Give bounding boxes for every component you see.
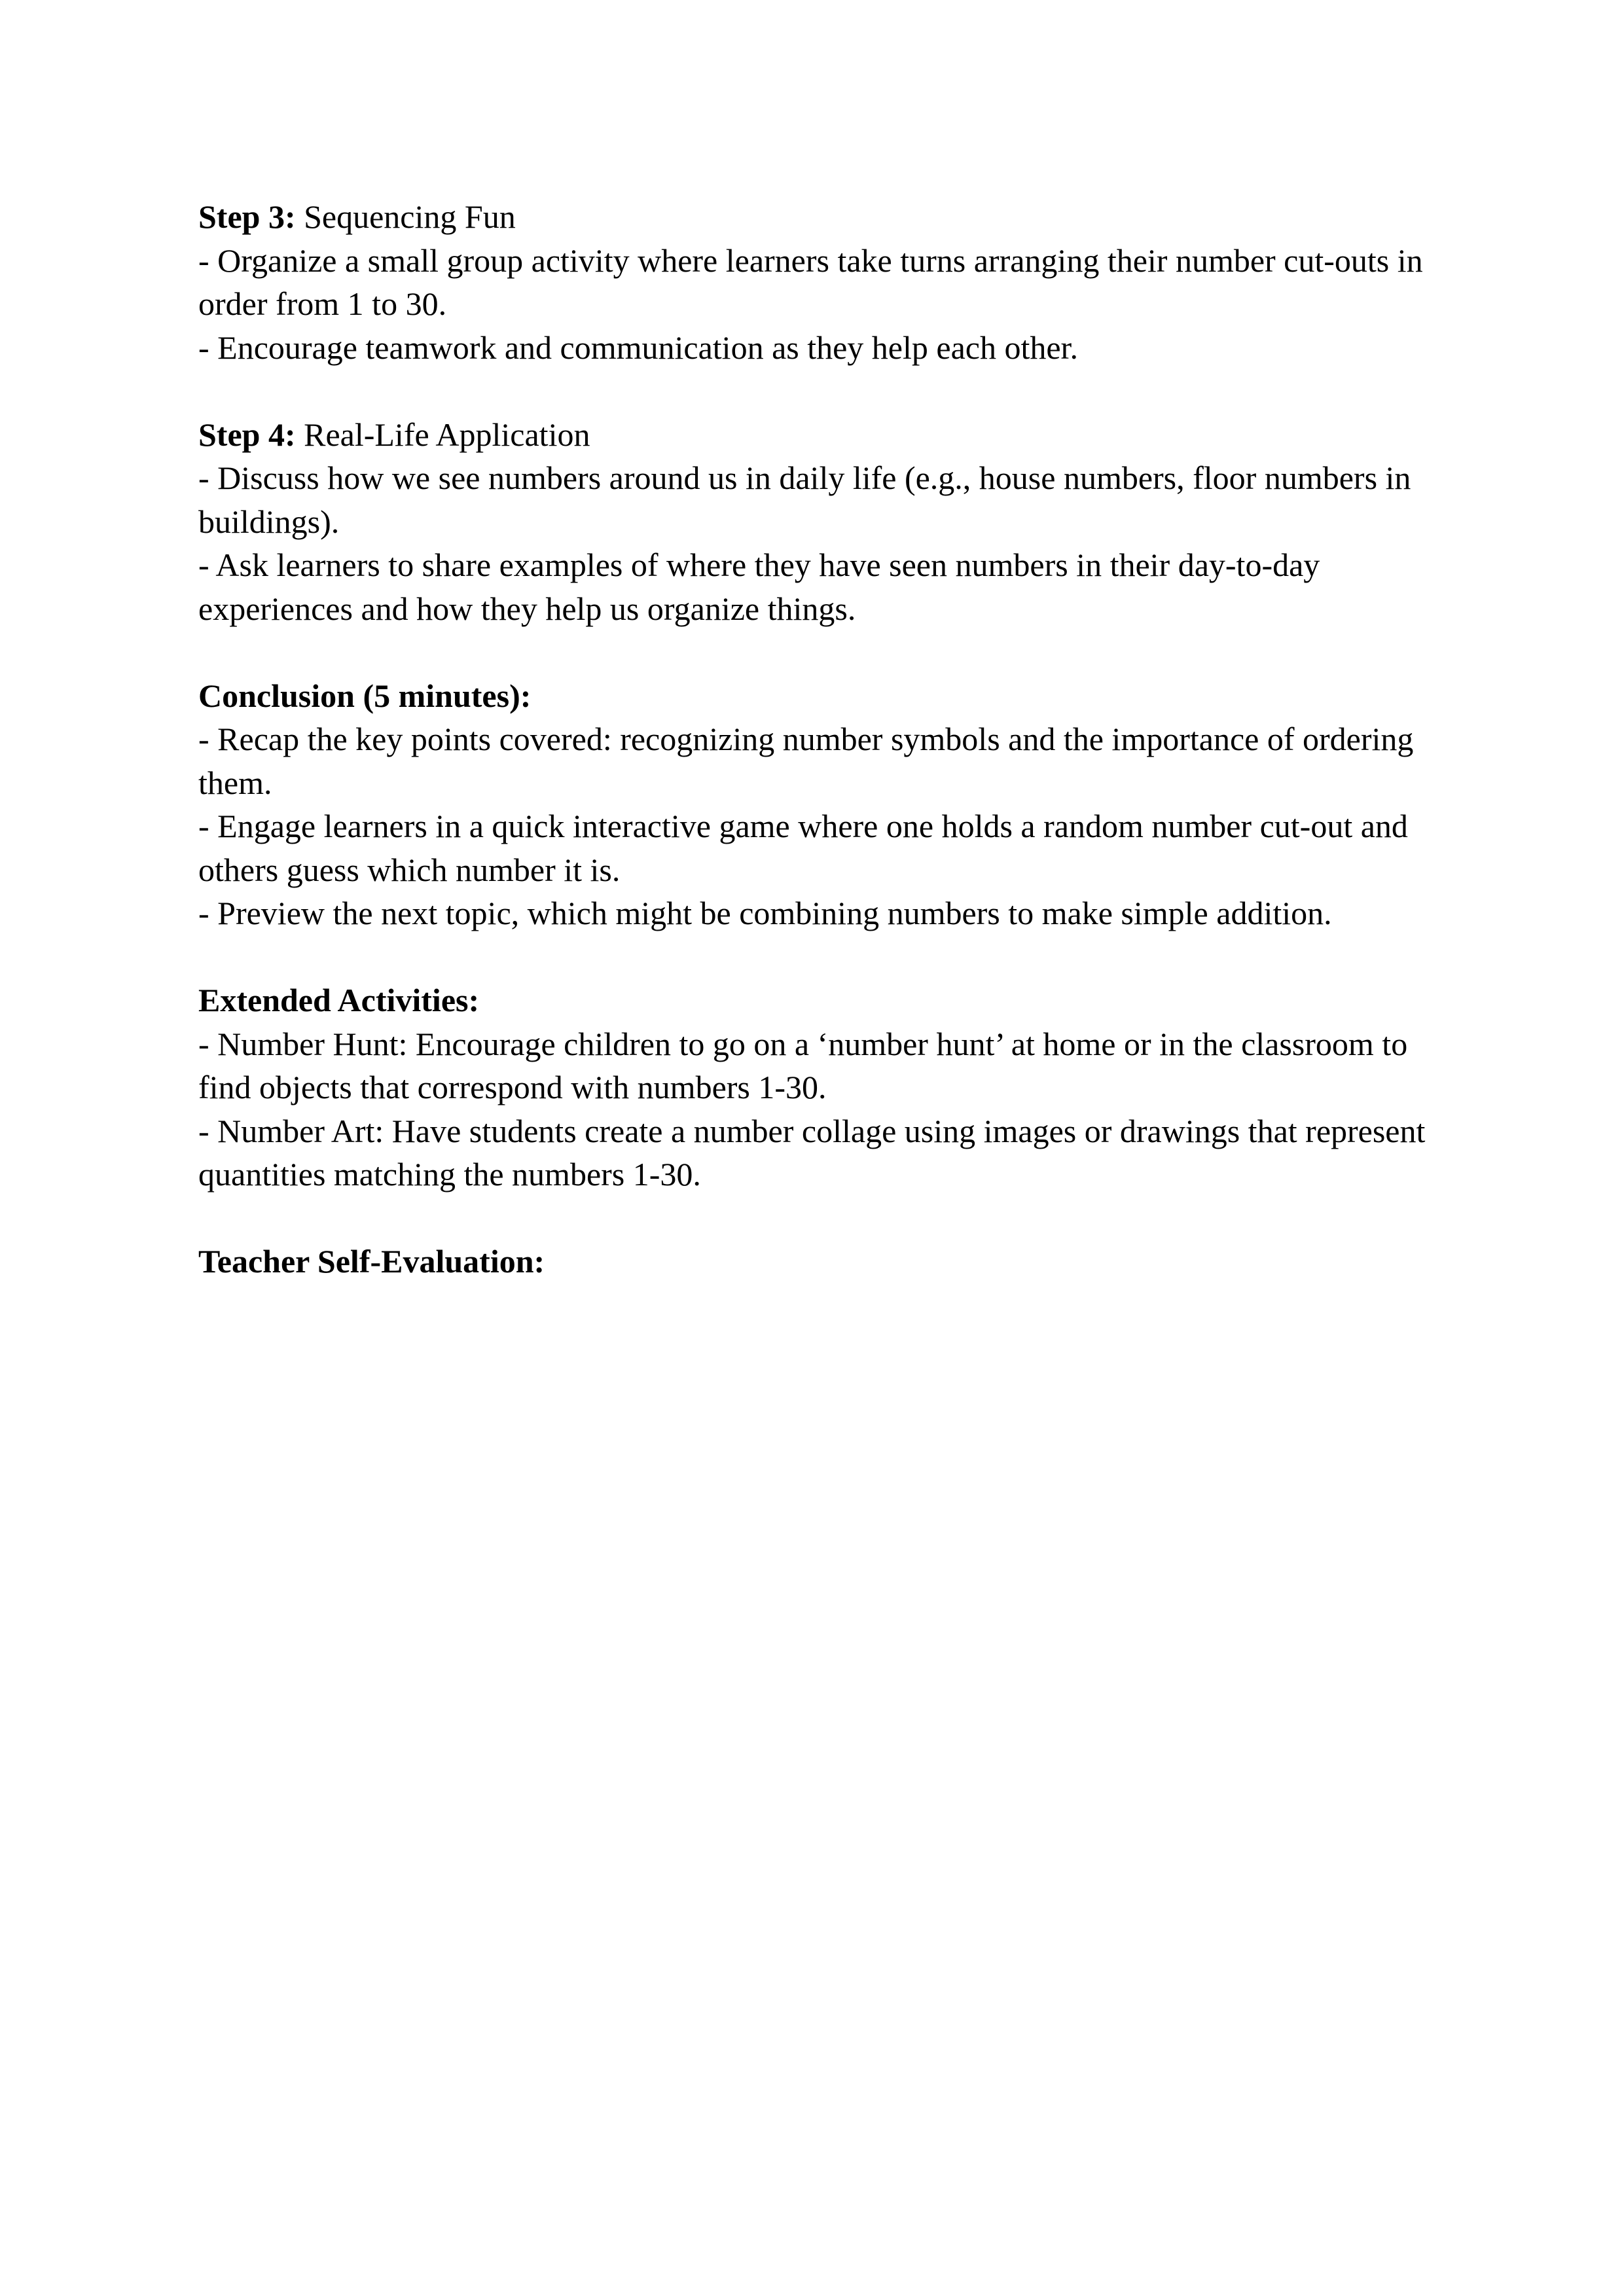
section-heading [198, 195, 1442, 239]
body-line: order from 1 to 30. [198, 285, 447, 322]
blank-line [198, 630, 1442, 674]
section-heading: Extended Activities: [198, 982, 480, 1018]
body-line: others guess which number it is. [198, 851, 621, 888]
section-step-4 [198, 413, 1442, 631]
heading-title: Sequencing Fun [295, 198, 516, 235]
body-line: - Encourage teamwork and communication as they help each other. [198, 329, 1078, 366]
body-line: - Organize a small group activity where learners take turns arranging their number cut-outs in [198, 242, 1423, 279]
body-line: them. [198, 764, 272, 801]
body-line: - Preview the next topic, which might be combining numbers to make simple addition. [198, 895, 1332, 931]
section-step-3 [198, 195, 1442, 369]
body-line: find objects that correspond with numbers 1-30. [198, 1069, 827, 1105]
body-line: - Discuss how we see numbers around us in daily life (e.g., house numbers, floor numbers in [198, 459, 1411, 496]
heading-label: Step 4: [198, 416, 296, 453]
document-page [198, 195, 1442, 1283]
section-heading: Conclusion (5 minutes): [198, 677, 532, 714]
section-conclusion [198, 674, 1442, 935]
heading-label: Step 3: [198, 198, 296, 235]
section-teacher-self-evaluation [198, 1240, 1442, 1283]
body-line: - Recap the key points covered: recognizing number symbols and the importance of ordering [198, 721, 1414, 757]
blank-line [198, 369, 1442, 413]
body-line: - Number Art: Have students create a number collage using images or drawings that represent [198, 1112, 1426, 1149]
body-line: experiences and how they help us organize things. [198, 590, 856, 627]
body-line: - Ask learners to share examples of where they have seen numbers in their day-to-day [198, 547, 1320, 583]
body-line: quantities matching the numbers 1-30. [198, 1156, 701, 1193]
blank-line [198, 935, 1442, 979]
blank-line [198, 1196, 1442, 1240]
section-heading: Teacher Self-Evaluation: [198, 1243, 545, 1280]
heading-title: Real-Life Application [295, 416, 590, 453]
body-line: - Number Hunt: Encourage children to go on a ‘number hunt’ at home or in the classroom to [198, 1025, 1408, 1062]
body-line: - Engage learners in a quick interactive game where one holds a random number cut-out and [198, 808, 1408, 844]
section-heading [198, 413, 1442, 457]
body-line: buildings). [198, 503, 340, 540]
section-extended-activities [198, 978, 1442, 1196]
